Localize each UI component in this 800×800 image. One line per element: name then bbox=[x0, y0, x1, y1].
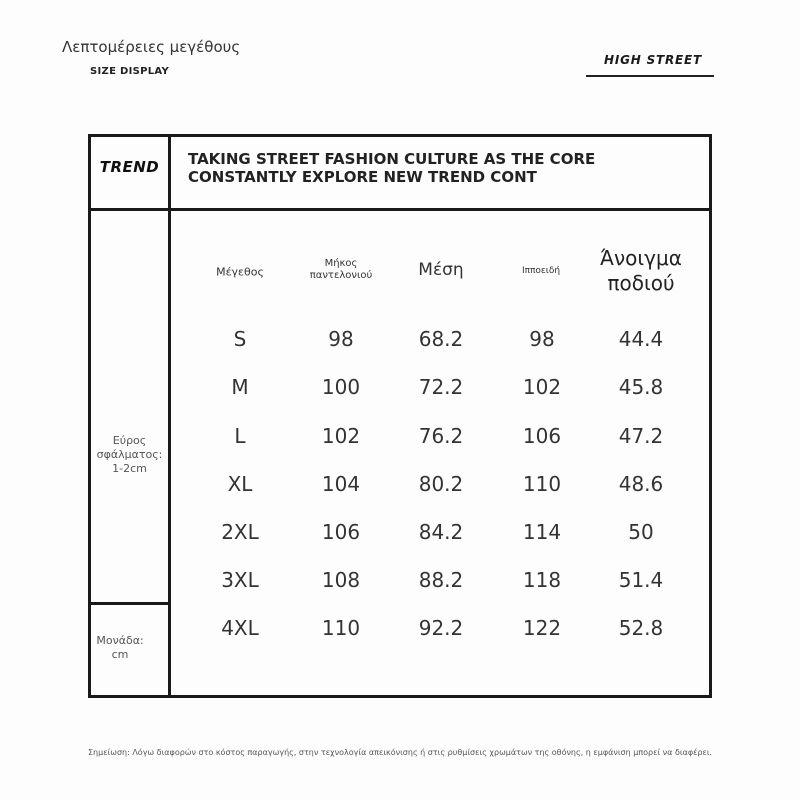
cell-waist: 84.2 bbox=[418, 520, 464, 544]
cell-length: 104 bbox=[321, 472, 361, 496]
cell-length: 110 bbox=[321, 616, 361, 640]
cell-size: M bbox=[231, 375, 249, 399]
column-header-hip bbox=[522, 266, 560, 276]
cell-leg-opening: 45.8 bbox=[618, 375, 664, 399]
cell-length: 106 bbox=[321, 520, 361, 544]
frame-divider-left bbox=[88, 602, 170, 605]
unit-line-1: Μονάδα: bbox=[96, 634, 144, 647]
cell-hip: 98 bbox=[529, 327, 555, 351]
column-header-hip-text: Ιπποειδή bbox=[521, 266, 561, 276]
column-header-leg-opening bbox=[600, 246, 682, 296]
column-header-size-text: Μέγεθος bbox=[216, 265, 264, 279]
column-header-waist bbox=[418, 260, 463, 280]
column-header-length-line-2: παντελονιού bbox=[309, 270, 373, 281]
cell-hip: 122 bbox=[522, 616, 562, 640]
table-row bbox=[190, 469, 690, 499]
cell-size: 4XL bbox=[221, 616, 259, 640]
cell-length: 100 bbox=[321, 375, 361, 399]
tagline-line-2: CONSTANTLY EXPLORE NEW TREND CONT bbox=[188, 168, 537, 186]
cell-waist: 76.2 bbox=[418, 424, 464, 448]
cell-waist: 72.2 bbox=[418, 375, 464, 399]
cell-length: 108 bbox=[321, 568, 361, 592]
table-row bbox=[190, 613, 690, 643]
cell-hip: 110 bbox=[522, 472, 562, 496]
column-header-size bbox=[216, 266, 264, 279]
table-row bbox=[190, 517, 690, 547]
cell-size: XL bbox=[227, 472, 253, 496]
cell-hip: 106 bbox=[522, 424, 562, 448]
tolerance-line-1: Εύρος bbox=[112, 434, 147, 447]
tagline-line-1: TAKING STREET FASHION CULTURE AS THE CORE bbox=[188, 150, 596, 168]
table-row bbox=[190, 324, 690, 354]
cell-leg-opening: 50 bbox=[628, 520, 654, 544]
page-subtitle: SIZE DISPLAY bbox=[90, 66, 170, 77]
table-row bbox=[190, 372, 690, 402]
unit-line-2: cm bbox=[111, 648, 129, 661]
cell-leg-opening: 44.4 bbox=[618, 327, 664, 351]
unit-note bbox=[84, 634, 156, 662]
column-header-length bbox=[310, 258, 373, 282]
cell-leg-opening: 51.4 bbox=[618, 568, 664, 592]
cell-hip: 102 bbox=[522, 375, 562, 399]
tolerance-line-3: 1-2cm bbox=[112, 462, 147, 475]
cell-length: 98 bbox=[328, 327, 354, 351]
frame-divider-vertical bbox=[168, 134, 171, 698]
cell-waist: 92.2 bbox=[418, 616, 464, 640]
column-header-waist-text: Μέση bbox=[418, 260, 464, 280]
cell-size: 3XL bbox=[221, 568, 259, 592]
tolerance-note bbox=[91, 434, 168, 476]
cell-size: 2XL bbox=[221, 520, 259, 544]
frame-divider-top bbox=[88, 208, 712, 211]
cell-waist: 68.2 bbox=[418, 327, 464, 351]
cell-length: 102 bbox=[321, 424, 361, 448]
cell-waist: 80.2 bbox=[418, 472, 464, 496]
brand-label: HIGH STREET bbox=[604, 53, 703, 67]
disclaimer-note: Σημείωση: Λόγω διαφορών στο κόστος παραγωγής, στην τεχνολογία απεικόνισης ή στις ρυθμίσεις χρωμάτων της οθόνης, η εμφάνιση μπορεί να διαφέρει. bbox=[88, 748, 713, 757]
cell-leg-opening: 52.8 bbox=[618, 616, 664, 640]
table-row bbox=[190, 565, 690, 595]
cell-hip: 114 bbox=[522, 520, 562, 544]
cell-leg-opening: 47.2 bbox=[618, 424, 664, 448]
cell-hip: 118 bbox=[522, 568, 562, 592]
tolerance-line-2: σφάλματος: bbox=[96, 448, 163, 461]
brand-underline bbox=[586, 75, 714, 77]
cell-size: S bbox=[233, 327, 247, 351]
column-header-leg-opening-line-1: Άνοιγμα bbox=[600, 246, 682, 270]
column-header-length-line-1: Μήκος bbox=[324, 258, 358, 269]
cell-size: L bbox=[234, 424, 246, 448]
tagline bbox=[188, 150, 595, 186]
cell-waist: 88.2 bbox=[418, 568, 464, 592]
page-title: Λεπτομέρειες μεγέθους bbox=[62, 38, 241, 56]
cell-leg-opening: 48.6 bbox=[618, 472, 664, 496]
table-row bbox=[190, 421, 690, 451]
trend-label: TREND bbox=[99, 158, 160, 176]
column-header-leg-opening-line-2: ποδιού bbox=[607, 271, 675, 295]
